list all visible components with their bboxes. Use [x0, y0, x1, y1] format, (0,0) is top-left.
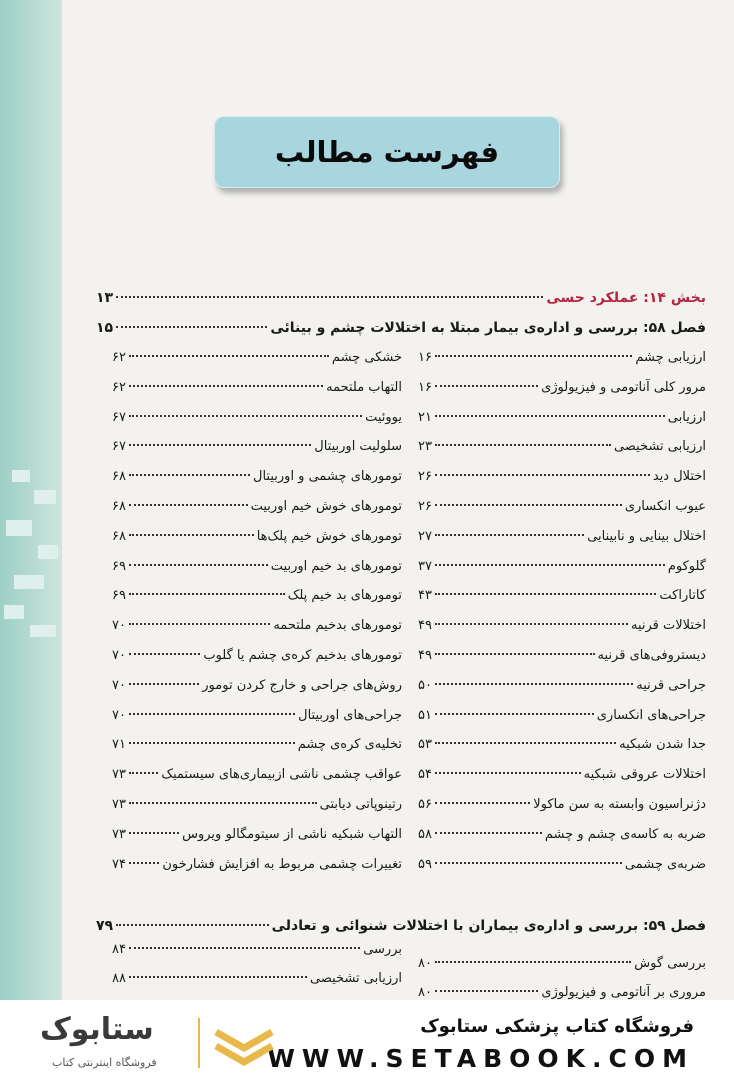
entry-label: تخلیه‌ی کره‌ی چشم: [297, 737, 402, 753]
toc-entry[interactable]: [418, 827, 706, 842]
entry-page: ۷۰: [112, 707, 126, 723]
leader-dots: [435, 990, 538, 992]
entry-page: ۶۸: [112, 499, 126, 514]
entry-label: تومورهای چشمی و اوربیتال: [253, 469, 402, 485]
entry-label: بخش ۱۴: عملکرد حسی: [546, 290, 706, 306]
entry-page: ۷۰: [112, 618, 126, 634]
toc-entry[interactable]: [418, 648, 706, 663]
toc-entry[interactable]: [112, 971, 402, 986]
entry-label: کاتاراکت: [659, 588, 706, 604]
entry-label: جراحی‌های اوربیتال: [298, 707, 402, 723]
store-footer: [0, 1000, 734, 1080]
toc-entry[interactable]: [418, 737, 706, 752]
entry-page: ۶۹: [112, 588, 126, 604]
entry-page: ۷۰: [112, 648, 126, 663]
toc-entry[interactable]: [418, 708, 706, 723]
entry-label: گلوکوم: [667, 558, 706, 574]
leader-dots: [129, 947, 360, 949]
entry-label: جدا شدن شبکیه: [619, 737, 706, 753]
toc-entry[interactable]: [112, 618, 402, 633]
leader-dots: [435, 474, 650, 476]
entry-label: دژنراسیون وابسته به سن ماکولا: [533, 797, 706, 812]
toc-entry[interactable]: [418, 985, 706, 1000]
entry-label: ضربه‌ی چشمی: [624, 856, 706, 872]
leader-dots: [129, 683, 199, 685]
entry-label: بررسی: [363, 942, 402, 957]
entry-page: ۷۹: [96, 918, 114, 934]
leader-dots: [435, 862, 622, 864]
entry-label: جراحی‌های انکساری: [596, 707, 706, 723]
leader-dots: [129, 713, 295, 715]
leader-dots: [129, 385, 323, 387]
entry-page: ۵۳: [418, 737, 432, 753]
leader-dots: [435, 444, 611, 446]
entry-page: ۵۹: [418, 856, 432, 872]
entry-page: ۸۰: [418, 985, 432, 1000]
decor-square: [6, 520, 32, 536]
toc-entry[interactable]: [112, 588, 402, 603]
entry-label: تومورهای خوش خیم پلک‌ها: [256, 528, 402, 544]
leader-dots: [435, 504, 622, 506]
entry-page: ۷۳: [112, 797, 126, 812]
entry-page: ۶۲: [112, 350, 126, 365]
entry-page: ۱۵: [96, 320, 114, 336]
leader-dots: [435, 385, 538, 387]
store-name: فروشگاه کتاب پزشکی ستابوک: [420, 1016, 694, 1037]
toc-entry[interactable]: [418, 767, 706, 782]
leader-dots: [435, 534, 584, 536]
entry-page: ۱۶: [418, 350, 432, 365]
leader-dots: [435, 961, 631, 963]
entry-page: ۱۶: [418, 379, 432, 395]
entry-page: ۶۷: [112, 409, 126, 425]
entry-page: ۵۴: [418, 767, 432, 783]
entry-label: خشکی چشم: [331, 350, 402, 365]
toc-entry[interactable]: [112, 648, 402, 663]
leader-dots: [129, 802, 317, 804]
toc-entry[interactable]: [112, 559, 402, 574]
entry-page: ۷۰: [112, 677, 126, 693]
leader-dots: [129, 742, 295, 744]
toc-entry[interactable]: [418, 529, 706, 544]
toc-entry[interactable]: [418, 380, 706, 395]
toc-entry[interactable]: [418, 439, 706, 454]
leader-dots: [129, 653, 200, 655]
toc-entry[interactable]: [418, 956, 706, 971]
entry-label: رتینوپاتی دیابتی: [319, 797, 402, 812]
toc-entry[interactable]: [112, 767, 402, 782]
leader-dots: [435, 593, 656, 595]
page-title: فهرست مطالب: [274, 135, 500, 169]
toc-entry[interactable]: [418, 678, 706, 693]
logo-subtitle: فروشگاه اینترنتی کتاب: [52, 1056, 157, 1069]
entry-page: ۸۴: [112, 942, 126, 957]
toc-entry[interactable]: [112, 708, 402, 723]
leader-dots: [435, 832, 542, 834]
toc-entry[interactable]: [418, 797, 706, 812]
toc-entry-chapter59[interactable]: [96, 918, 706, 934]
entry-label: ضربه به کاسه‌ی چشم و چشم: [544, 826, 706, 842]
toc-entry[interactable]: [418, 618, 706, 633]
leader-dots: [435, 415, 665, 417]
toc-entry[interactable]: [112, 797, 402, 812]
entry-label: مروری بر آناتومی و فیزیولوژی: [541, 985, 706, 1000]
leader-dots: [129, 976, 307, 978]
setabook-logo-mark-icon: [212, 1022, 276, 1074]
entry-label: تومورهای بدخیم ملتحمه: [273, 618, 402, 634]
leader-dots: [129, 444, 311, 446]
logo-word: ستابوک: [40, 1012, 154, 1047]
entry-label: اختلال دید: [652, 469, 706, 485]
logo-divider: [198, 1018, 200, 1068]
toc-entry[interactable]: [418, 588, 706, 603]
toc-entry[interactable]: [112, 469, 402, 484]
decor-square: [14, 575, 44, 589]
entry-page: ۸۰: [418, 956, 432, 971]
leader-dots: [435, 772, 581, 774]
leader-dots: [435, 564, 665, 566]
leader-dots: [435, 355, 632, 357]
toc-entry-chapter58[interactable]: [96, 320, 706, 336]
toc-entry[interactable]: [112, 439, 402, 454]
decor-square: [12, 470, 30, 482]
leader-dots: [116, 924, 269, 926]
toc-entry[interactable]: [112, 827, 402, 842]
decor-square: [34, 490, 56, 504]
toc-entry[interactable]: [112, 350, 402, 365]
entry-label: روش‌های جراحی و خارج کردن تومور: [202, 677, 402, 693]
entry-page: ۷۴: [112, 856, 126, 872]
entry-label: سلولیت اوربیتال: [314, 439, 402, 455]
leader-dots: [129, 862, 159, 864]
leader-dots: [129, 474, 250, 476]
entry-label: عیوب انکساری: [624, 499, 706, 514]
entry-label: ارزیابی چشم: [635, 350, 706, 365]
entry-page: ۴۹: [418, 618, 432, 634]
entry-label: فصل ۵۹: بررسی و اداره‌ی بیماران با اختلالات شنوائی و تعادلی: [271, 918, 706, 934]
toc-entry[interactable]: [418, 469, 706, 484]
decor-square: [4, 605, 24, 619]
leader-dots: [129, 415, 362, 417]
entry-label: یووئیت: [365, 409, 402, 425]
leader-dots: [435, 683, 633, 685]
entry-page: ۶۹: [112, 558, 126, 574]
entry-label: ارزیابی: [667, 409, 706, 425]
leader-dots: [435, 713, 594, 715]
entry-label: تومورهای بد خیم پلک: [287, 588, 402, 604]
entry-page: ۱۳: [96, 290, 114, 306]
entry-label: بررسی گوش: [634, 956, 706, 971]
entry-page: ۷۳: [112, 826, 126, 842]
entry-page: ۷۱: [112, 737, 126, 753]
toc-entry[interactable]: [112, 529, 402, 544]
entry-label: دیستروفی‌های قرنیه: [597, 648, 706, 663]
entry-page: ۲۶: [418, 499, 432, 514]
decor-square: [30, 625, 56, 637]
entry-page: ۵۰: [418, 677, 432, 693]
leader-dots: [435, 742, 616, 744]
toc-entry[interactable]: [418, 857, 706, 872]
entry-label: تومورهای خوش خیم اوربیت: [250, 499, 402, 514]
entry-page: ۶۷: [112, 439, 126, 455]
toc-entry[interactable]: [112, 678, 402, 693]
toc-entry[interactable]: [112, 857, 402, 872]
entry-page: ۸۸: [112, 971, 126, 986]
entry-page: ۳۷: [418, 558, 432, 574]
entry-page: ۲۳: [418, 439, 432, 455]
entry-page: ۶۸: [112, 528, 126, 544]
entry-page: ۴۹: [418, 648, 432, 663]
entry-label: اختلالات عروقی شبکیه: [583, 767, 706, 783]
toc-entry[interactable]: [418, 559, 706, 574]
toc-title-box: [214, 116, 560, 188]
leader-dots: [129, 832, 179, 834]
toc-entry[interactable]: [418, 350, 706, 365]
decor-square: [38, 545, 58, 559]
leader-dots: [435, 653, 595, 655]
leader-dots: [129, 504, 248, 506]
entry-label: مرور کلی آناتومی و فیزیولوژی: [541, 379, 706, 395]
leader-dots: [129, 534, 254, 536]
entry-label: ارزیابی تشخیصی: [310, 971, 402, 986]
toc-entry[interactable]: [112, 942, 402, 957]
leader-dots: [129, 772, 158, 774]
entry-label: تومورهای بد خیم اوربیت: [270, 558, 402, 574]
entry-page: ۲۶: [418, 469, 432, 485]
leader-dots: [435, 623, 628, 625]
entry-page: ۵۱: [418, 707, 432, 723]
toc-entry[interactable]: [112, 410, 402, 425]
leader-dots: [116, 296, 543, 298]
entry-label: تومورهای بدخیم کره‌ی چشم یا گلوب: [203, 648, 402, 663]
toc-entry[interactable]: [112, 737, 402, 752]
toc-entry[interactable]: [418, 410, 706, 425]
entry-label: اختلالات قرنیه: [630, 618, 706, 634]
leader-dots: [116, 326, 267, 328]
toc-entry[interactable]: [112, 380, 402, 395]
store-website[interactable]: WWW.SETABOOK.COM: [267, 1044, 694, 1073]
leader-dots: [129, 564, 268, 566]
entry-label: جراحی قرنیه: [636, 677, 706, 693]
entry-page: ۲۷: [418, 528, 432, 544]
entry-page: ۴۳: [418, 588, 432, 604]
leader-dots: [129, 593, 285, 595]
entry-label: فصل ۵۸: بررسی و اداره‌ی بیمار مبتلا به اختلالات چشم و بینائی: [270, 320, 706, 336]
toc-entry[interactable]: [112, 499, 402, 514]
entry-page: ۲۱: [418, 409, 432, 425]
entry-page: ۵۸: [418, 826, 432, 842]
entry-label: التهاب شبکیه ناشی از سیتومگالو ویروس: [182, 826, 402, 842]
entry-label: ارزیابی تشخیصی: [614, 439, 706, 455]
entry-page: ۶۸: [112, 469, 126, 485]
leader-dots: [129, 355, 329, 357]
entry-page: ۷۳: [112, 767, 126, 783]
entry-page: ۶۲: [112, 379, 126, 395]
entry-label: اختلال بینایی و نابینایی: [587, 528, 706, 544]
leader-dots: [435, 802, 530, 804]
leader-dots: [129, 623, 270, 625]
toc-entry-section14[interactable]: [96, 290, 706, 306]
entry-label: التهاب ملتحمه: [326, 379, 402, 395]
entry-label: عواقب چشمی ناشی ازبیماری‌های سیستمیک: [161, 767, 402, 783]
entry-label: تغییرات چشمی مربوط به افزایش فشارخون: [162, 856, 402, 872]
entry-page: ۵۶: [418, 797, 432, 812]
toc-entry[interactable]: [418, 499, 706, 514]
